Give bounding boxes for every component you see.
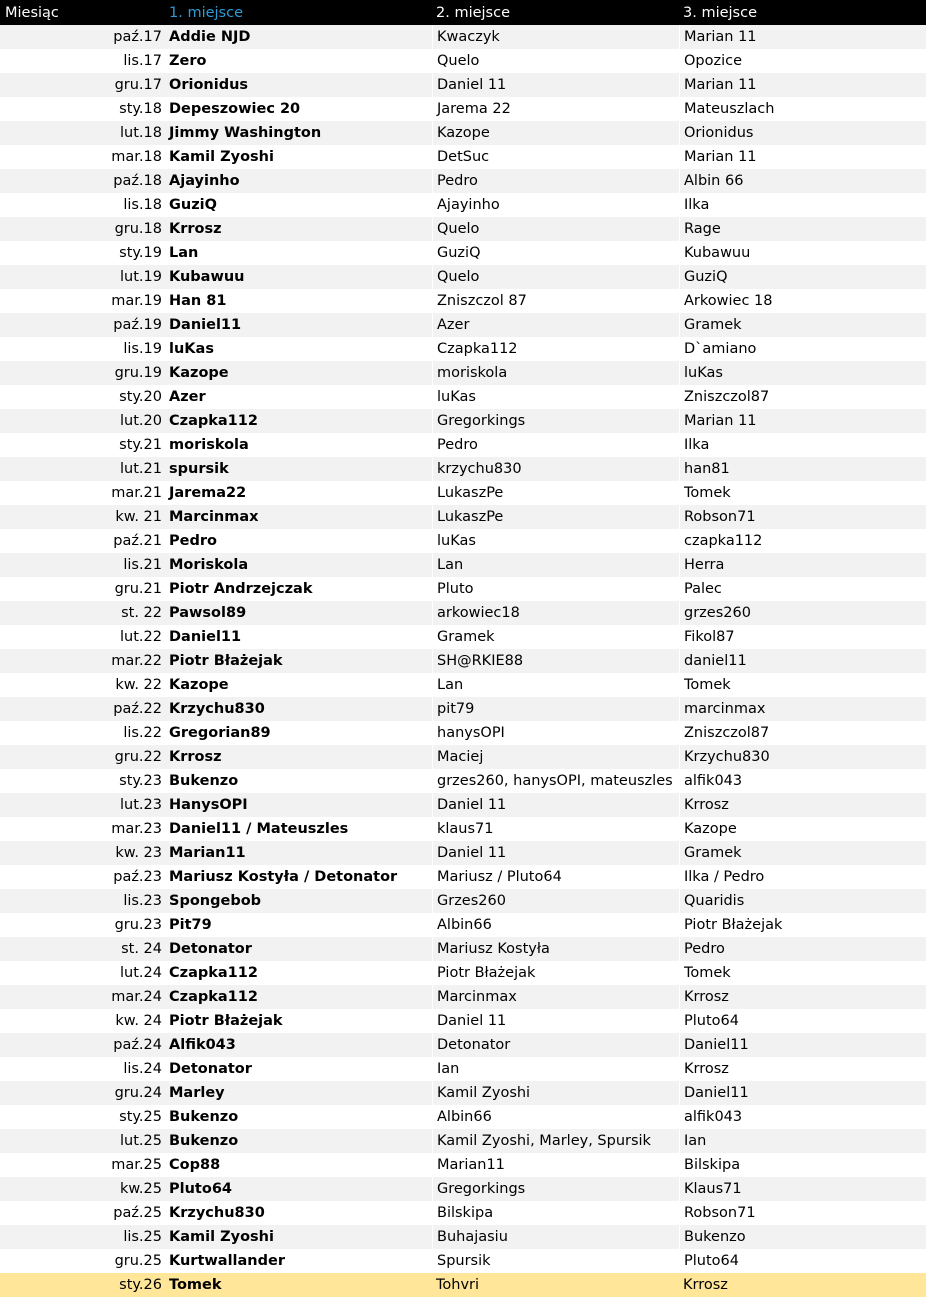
second-place-cell: Quelo <box>432 265 679 289</box>
third-place-cell: Krrosz <box>683 1277 728 1293</box>
first-place-cell: luKas <box>169 341 214 357</box>
month-cell: lis.21 <box>123 557 162 573</box>
third-place-cell: alfik043 <box>679 769 926 793</box>
month-cell: paź.18 <box>113 173 162 189</box>
second-place-cell: Buhajasiu <box>432 1225 679 1249</box>
third-place-cell: Quaridis <box>679 889 926 913</box>
first-place-cell: Detonator <box>169 941 252 957</box>
first-place-cell: Alfik043 <box>169 1037 236 1053</box>
month-cell: mar.24 <box>111 989 162 1005</box>
table-row <box>0 841 926 865</box>
second-place-cell: arkowiec18 <box>432 601 679 625</box>
table-row <box>0 1033 926 1057</box>
first-place-cell: Gregorian89 <box>169 725 271 741</box>
table-row <box>0 1129 926 1153</box>
third-place-cell: Zniszczol87 <box>679 385 926 409</box>
table-row <box>0 1081 926 1105</box>
first-place-cell: Kubawuu <box>169 269 245 285</box>
table-row <box>0 673 926 697</box>
first-place-cell: Moriskola <box>169 557 249 573</box>
first-place-cell: Jarema22 <box>169 485 247 501</box>
third-place-cell: Gramek <box>679 313 926 337</box>
month-cell: lis.19 <box>123 341 162 357</box>
third-place-cell: Krrosz <box>679 793 926 817</box>
second-place-cell: Daniel 11 <box>432 73 679 97</box>
second-place-cell: Grzes260 <box>432 889 679 913</box>
table-row <box>0 745 926 769</box>
first-place-cell: moriskola <box>169 437 249 453</box>
month-cell: mar.23 <box>111 821 162 837</box>
first-place-cell: Marley <box>169 1085 225 1101</box>
month-cell: sty.20 <box>119 389 162 405</box>
second-place-cell: hanysOPI <box>432 721 679 745</box>
third-place-cell: Palec <box>679 577 926 601</box>
second-place-cell: Gregorkings <box>432 1177 679 1201</box>
first-place-cell: Marian11 <box>169 845 246 861</box>
second-place-cell: Kamil Zyoshi <box>432 1081 679 1105</box>
third-place-cell: luKas <box>679 361 926 385</box>
third-place-cell: Bukenzo <box>679 1225 926 1249</box>
table-row <box>0 865 926 889</box>
table-row <box>0 529 926 553</box>
table-row <box>0 241 926 265</box>
table-row <box>0 1009 926 1033</box>
month-cell: lis.18 <box>123 197 162 213</box>
table-row <box>0 937 926 961</box>
third-place-cell: Herra <box>679 553 926 577</box>
table-row <box>0 913 926 937</box>
table-row <box>0 457 926 481</box>
table-body <box>0 25 926 1297</box>
third-place-cell: Ian <box>679 1129 926 1153</box>
month-cell: lut.18 <box>120 125 162 141</box>
table-row <box>0 97 926 121</box>
table-row <box>0 73 926 97</box>
header-third-place: 3. miejsce <box>683 4 757 21</box>
first-place-cell: Pedro <box>169 533 217 549</box>
first-place-cell: Piotr Andrzejczak <box>169 581 313 597</box>
month-cell: lut.21 <box>120 461 162 477</box>
third-place-cell: Daniel11 <box>679 1081 926 1105</box>
first-place-cell: Czapka112 <box>169 989 258 1005</box>
header-first-place: 1. miejsce <box>169 4 243 21</box>
second-place-cell: LukaszPe <box>432 481 679 505</box>
third-place-cell: Ilka / Pedro <box>679 865 926 889</box>
second-place-cell: grzes260, hanysOPI, mateuszles <box>432 769 679 793</box>
second-place-cell: Spursik <box>432 1249 679 1273</box>
table-row <box>0 49 926 73</box>
second-place-cell: Gramek <box>432 625 679 649</box>
first-place-cell: Pluto64 <box>169 1181 232 1197</box>
second-place-cell: Kwaczyk <box>432 25 679 49</box>
second-place-cell: Ajayinho <box>432 193 679 217</box>
table-row <box>0 385 926 409</box>
month-cell: st. 24 <box>121 941 162 957</box>
third-place-cell: Krzychu830 <box>679 745 926 769</box>
first-place-cell: spursik <box>169 461 229 477</box>
second-place-cell: Marian11 <box>432 1153 679 1177</box>
month-cell: paź.25 <box>113 1205 162 1221</box>
table-row <box>0 961 926 985</box>
month-cell: kw. 22 <box>115 677 162 693</box>
second-place-cell: krzychu830 <box>432 457 679 481</box>
third-place-cell: D`amiano <box>679 337 926 361</box>
first-place-cell: Kamil Zyoshi <box>169 149 274 165</box>
second-place-cell: Albin66 <box>432 913 679 937</box>
first-place-cell: Daniel11 <box>169 629 242 645</box>
table-row <box>0 217 926 241</box>
third-place-cell: Daniel11 <box>679 1033 926 1057</box>
table-row <box>0 1273 926 1297</box>
first-place-cell: Jimmy Washington <box>169 125 322 141</box>
second-place-cell: Azer <box>432 313 679 337</box>
month-cell: lut.22 <box>120 629 162 645</box>
first-place-cell: Krzychu830 <box>169 1205 265 1221</box>
first-place-cell: Detonator <box>169 1061 252 1077</box>
second-place-cell: Gregorkings <box>432 409 679 433</box>
month-cell: kw. 23 <box>115 845 162 861</box>
table-row <box>0 625 926 649</box>
month-cell: mar.22 <box>111 653 162 669</box>
third-place-cell: Krrosz <box>679 985 926 1009</box>
second-place-cell: Pedro <box>432 169 679 193</box>
first-place-cell: Tomek <box>169 1277 222 1293</box>
month-cell: lut.25 <box>120 1133 162 1149</box>
second-place-cell: Kamil Zyoshi, Marley, Spursik <box>432 1129 679 1153</box>
month-cell: sty.26 <box>119 1277 162 1293</box>
third-place-cell: Fikol87 <box>679 625 926 649</box>
third-place-cell: Kazope <box>679 817 926 841</box>
month-cell: lut.19 <box>120 269 162 285</box>
first-place-cell: Bukenzo <box>169 1109 239 1125</box>
second-place-cell: Daniel 11 <box>432 1009 679 1033</box>
second-place-cell: Zniszczol 87 <box>432 289 679 313</box>
first-place-cell: Marcinmax <box>169 509 259 525</box>
header-month: Miesiąc <box>5 4 59 21</box>
first-place-cell: Czapka112 <box>169 965 258 981</box>
table-row <box>0 1057 926 1081</box>
month-cell: lis.23 <box>123 893 162 909</box>
table-row <box>0 145 926 169</box>
second-place-cell: Jarema 22 <box>432 97 679 121</box>
second-place-cell: Maciej <box>432 745 679 769</box>
month-cell: paź.24 <box>113 1037 162 1053</box>
month-cell: gru.22 <box>114 749 162 765</box>
table-row <box>0 433 926 457</box>
first-place-cell: Daniel11 / Mateuszles <box>169 821 349 837</box>
third-place-cell: daniel11 <box>679 649 926 673</box>
first-place-cell: Krzychu830 <box>169 701 265 717</box>
month-cell: sty.21 <box>119 437 162 453</box>
month-cell: mar.25 <box>111 1157 162 1173</box>
second-place-cell: Quelo <box>432 217 679 241</box>
table-row <box>0 601 926 625</box>
second-place-cell: Czapka112 <box>432 337 679 361</box>
table-row <box>0 793 926 817</box>
table-row <box>0 697 926 721</box>
first-place-cell: Addie NJD <box>169 29 251 45</box>
table-row <box>0 889 926 913</box>
third-place-cell: Arkowiec 18 <box>679 289 926 313</box>
table-row <box>0 721 926 745</box>
table-row <box>0 409 926 433</box>
third-place-cell: czapka112 <box>679 529 926 553</box>
month-cell: paź.19 <box>113 317 162 333</box>
second-place-cell: Mariusz Kostyła <box>432 937 679 961</box>
first-place-cell: Bukenzo <box>169 1133 239 1149</box>
third-place-cell: Piotr Błażejak <box>679 913 926 937</box>
second-place-cell: Albin66 <box>432 1105 679 1129</box>
second-place-cell: Bilskipa <box>432 1201 679 1225</box>
second-place-cell: Daniel 11 <box>432 841 679 865</box>
first-place-cell: Kamil Zyoshi <box>169 1229 274 1245</box>
second-place-cell: Tohvri <box>436 1277 480 1293</box>
table-row <box>0 313 926 337</box>
first-place-cell: Kurtwallander <box>169 1253 285 1269</box>
third-place-cell: Bilskipa <box>679 1153 926 1177</box>
table-row <box>0 1105 926 1129</box>
month-cell: lis.22 <box>123 725 162 741</box>
third-place-cell: Albin 66 <box>679 169 926 193</box>
first-place-cell: Krrosz <box>169 749 222 765</box>
table-row <box>0 481 926 505</box>
month-cell: lis.25 <box>123 1229 162 1245</box>
first-place-cell: Bukenzo <box>169 773 239 789</box>
first-place-cell: Cop88 <box>169 1157 221 1173</box>
month-cell: lis.24 <box>123 1061 162 1077</box>
first-place-cell: Spongebob <box>169 893 262 909</box>
month-cell: lut.24 <box>120 965 162 981</box>
third-place-cell: han81 <box>679 457 926 481</box>
table-row <box>0 1177 926 1201</box>
third-place-cell: Pluto64 <box>679 1009 926 1033</box>
first-place-cell: Depeszowiec 20 <box>169 101 301 117</box>
table-row <box>0 361 926 385</box>
table-row <box>0 769 926 793</box>
third-place-cell: Tomek <box>679 961 926 985</box>
month-cell: sty.25 <box>119 1109 162 1125</box>
month-cell: kw. 21 <box>115 509 162 525</box>
second-place-cell: Quelo <box>432 49 679 73</box>
third-place-cell: grzes260 <box>679 601 926 625</box>
third-place-cell: Marian 11 <box>679 25 926 49</box>
month-cell: st. 22 <box>121 605 162 621</box>
month-cell: paź.21 <box>113 533 162 549</box>
second-place-cell: Kazope <box>432 121 679 145</box>
first-place-cell: Kazope <box>169 365 229 381</box>
third-place-cell: marcinmax <box>679 697 926 721</box>
month-cell: gru.23 <box>114 917 162 933</box>
first-place-cell: Piotr Błażejak <box>169 1013 283 1029</box>
first-place-cell: Han 81 <box>169 293 227 309</box>
second-place-cell: SH@RKIE88 <box>432 649 679 673</box>
second-place-cell: Lan <box>432 673 679 697</box>
first-place-cell: Pawsol89 <box>169 605 247 621</box>
first-place-cell: Krrosz <box>169 221 222 237</box>
month-cell: paź.17 <box>113 29 162 45</box>
month-cell: paź.23 <box>113 869 162 885</box>
third-place-cell: Marian 11 <box>679 145 926 169</box>
second-place-cell: Daniel 11 <box>432 793 679 817</box>
first-place-cell: Pit79 <box>169 917 212 933</box>
table-row <box>0 985 926 1009</box>
month-cell: sty.23 <box>119 773 162 789</box>
second-place-cell: Piotr Błażejak <box>432 961 679 985</box>
second-place-cell: klaus71 <box>432 817 679 841</box>
first-place-cell: Kazope <box>169 677 229 693</box>
table-row <box>0 193 926 217</box>
first-place-cell: Azer <box>169 389 206 405</box>
table-row <box>0 337 926 361</box>
table-row <box>0 1201 926 1225</box>
month-cell: gru.19 <box>114 365 162 381</box>
third-place-cell: Robson71 <box>679 505 926 529</box>
month-cell: mar.19 <box>111 293 162 309</box>
second-place-cell: luKas <box>432 385 679 409</box>
second-place-cell: Pedro <box>432 433 679 457</box>
third-place-cell: Krrosz <box>679 1057 926 1081</box>
second-place-cell: Ian <box>432 1057 679 1081</box>
third-place-cell: Gramek <box>679 841 926 865</box>
table-row <box>0 1225 926 1249</box>
second-place-cell: GuziQ <box>432 241 679 265</box>
second-place-cell: Lan <box>432 553 679 577</box>
table-row <box>0 25 926 49</box>
table-row <box>0 1153 926 1177</box>
third-place-cell: Tomek <box>679 673 926 697</box>
table-row <box>0 505 926 529</box>
month-cell: gru.17 <box>114 77 162 93</box>
third-place-cell: Ilka <box>679 433 926 457</box>
table-row <box>0 169 926 193</box>
third-place-cell: Tomek <box>679 481 926 505</box>
second-place-cell: DetSuc <box>432 145 679 169</box>
first-place-cell: Piotr Błażejak <box>169 653 283 669</box>
third-place-cell: Robson71 <box>679 1201 926 1225</box>
second-place-cell: LukaszPe <box>432 505 679 529</box>
table-header <box>0 0 926 25</box>
month-cell: paź.22 <box>113 701 162 717</box>
month-cell: mar.18 <box>111 149 162 165</box>
third-place-cell: Marian 11 <box>679 409 926 433</box>
first-place-cell: Czapka112 <box>169 413 258 429</box>
table-row <box>0 121 926 145</box>
first-place-cell: Daniel11 <box>169 317 242 333</box>
third-place-cell: Rage <box>679 217 926 241</box>
month-cell: gru.18 <box>114 221 162 237</box>
third-place-cell: Klaus71 <box>679 1177 926 1201</box>
month-cell: gru.25 <box>114 1253 162 1269</box>
first-place-cell: Ajayinho <box>169 173 240 189</box>
first-place-cell: GuziQ <box>169 197 217 213</box>
header-second-place: 2. miejsce <box>436 4 510 21</box>
third-place-cell: Pedro <box>679 937 926 961</box>
month-cell: sty.18 <box>119 101 162 117</box>
third-place-cell: GuziQ <box>679 265 926 289</box>
month-cell: gru.24 <box>114 1085 162 1101</box>
month-cell: gru.21 <box>114 581 162 597</box>
third-place-cell: alfik043 <box>679 1105 926 1129</box>
second-place-cell: Marcinmax <box>432 985 679 1009</box>
month-cell: kw. 24 <box>115 1013 162 1029</box>
third-place-cell: Kubawuu <box>679 241 926 265</box>
third-place-cell: Pluto64 <box>679 1249 926 1273</box>
first-place-cell: Mariusz Kostyła / Detonator <box>169 869 398 885</box>
third-place-cell: Ilka <box>679 193 926 217</box>
first-place-cell: Lan <box>169 245 199 261</box>
third-place-cell: Mateuszlach <box>679 97 926 121</box>
month-cell: kw.25 <box>120 1181 162 1197</box>
month-cell: lut.23 <box>120 797 162 813</box>
first-place-cell: Zero <box>169 53 207 69</box>
first-place-cell: Orionidus <box>169 77 249 93</box>
table-row <box>0 1249 926 1273</box>
third-place-cell: Opozice <box>679 49 926 73</box>
table-row <box>0 265 926 289</box>
month-cell: mar.21 <box>111 485 162 501</box>
month-cell: sty.19 <box>119 245 162 261</box>
month-cell: lut.20 <box>120 413 162 429</box>
table-row <box>0 289 926 313</box>
month-cell: lis.17 <box>123 53 162 69</box>
second-place-cell: moriskola <box>432 361 679 385</box>
third-place-cell: Orionidus <box>679 121 926 145</box>
table-row <box>0 817 926 841</box>
table-row <box>0 649 926 673</box>
second-place-cell: Mariusz / Pluto64 <box>432 865 679 889</box>
first-place-cell: HanysOPI <box>169 797 248 813</box>
table-row <box>0 577 926 601</box>
third-place-cell: Marian 11 <box>679 73 926 97</box>
third-place-cell: Zniszczol87 <box>679 721 926 745</box>
table-row <box>0 553 926 577</box>
second-place-cell: luKas <box>432 529 679 553</box>
second-place-cell: Detonator <box>432 1033 679 1057</box>
second-place-cell: pit79 <box>432 697 679 721</box>
second-place-cell: Pluto <box>432 577 679 601</box>
